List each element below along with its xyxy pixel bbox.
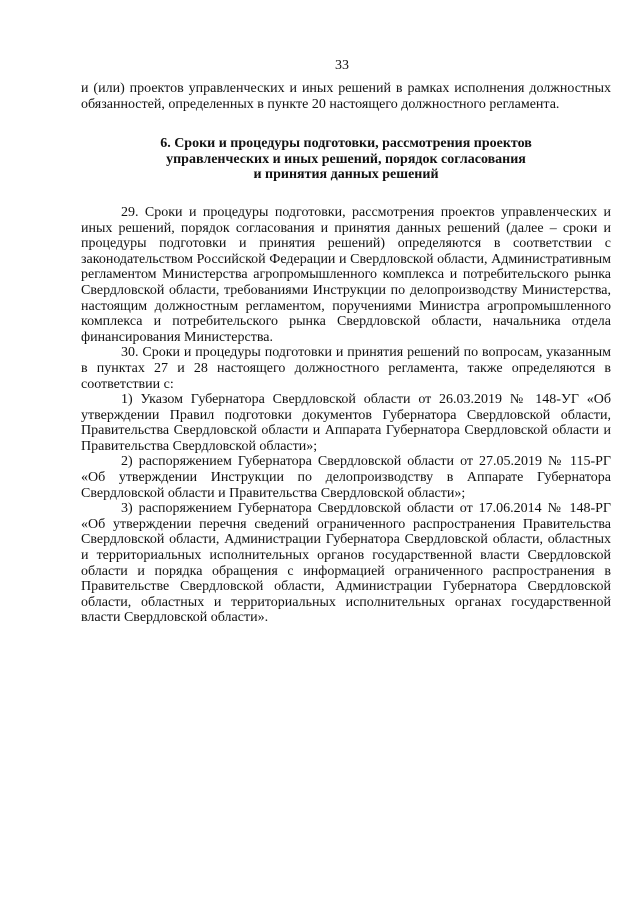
section-title-line-3: и принятия данных решений	[253, 167, 439, 183]
page-number: 33	[335, 58, 349, 73]
section-title	[81, 136, 611, 183]
section-title-line-2: управленческих и иных решений, порядок согласования	[166, 151, 526, 167]
section-title-line-1: 6. Сроки и процедуры подготовки, рассмотрения проектов	[160, 136, 532, 152]
page-content	[81, 81, 611, 626]
list-item-2: 2) распоряжением Губернатора Свердловской области от 27.05.2019 № 115-РГ «Об утверждении Инструкции по делопроизводству в Аппарате Губернатора Свердловской области и Правительства Свердловской области»;	[81, 454, 611, 501]
list-item-1: 1) Указом Губернатора Свердловской области от 26.03.2019 № 148-УГ «Об утверждении Правил подготовки документов Губернатора Свердловской области, Правительства Свердловской области и Аппарата Губернатора Свердловской области и Правительства Свердловской области»;	[81, 392, 611, 454]
list-item-3: 3) распоряжением Губернатора Свердловской области от 17.06.2014 № 148-РГ «Об утверждении перечня сведений ограниченного распространения Правительства Свердловской области, Администрации Губернатора Свердловской области, областных и территориальных исполнительных органов государственной власти Свердловской области и порядка обращения с информацией ограниченного распространения в Правительстве Свердловской области, Администрации Губернатора Свердловской области, областных и территориальных исполнительных органах государственной власти Свердловской области».	[81, 501, 611, 626]
intro-paragraph: и (или) проектов управленческих и иных решений в рамках исполнения должностных обязанностей, определенных в пункте 20 настоящего должностного регламента.	[81, 81, 611, 112]
paragraph-29: 29. Сроки и процедуры подготовки, рассмотрения проектов управленческих и иных решений, порядок согласования и принятия данных решений (далее – сроки и процедуры подготовки и принятия решений) определяются в соответствии с законодательством Российской Федерации и Свердловской области, Административным регламентом Министерства агропромышленного комплекса и потребительского рынка Свердловской области, требованиями Инструкции по делопроизводству Министерства, настоящим должностным регламентом, поручениями Министра агропромышленного комплекса и потребительского рынка Свердловской области, начальника отдела финансирования Министерства.	[81, 204, 611, 345]
paragraph-30: 30. Сроки и процедуры подготовки и принятия решений по вопросам, указанным в пунктах 27 и 28 настоящего должностного регламента, также определяются в соответствии с:	[81, 345, 611, 392]
